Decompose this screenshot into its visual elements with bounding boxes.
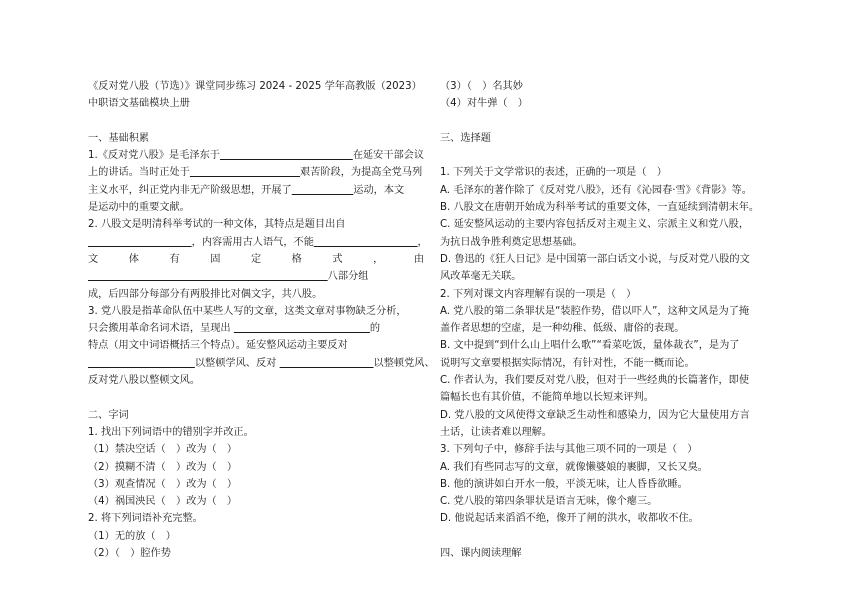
q3-line2: 只会搬用革命名词术语，呈现出 的	[88, 323, 381, 335]
s2-q2-item: （2）（ ）腔作势	[88, 548, 171, 560]
q1-line1: 1.《反对党八股》是毛泽东于 在延安干部会议	[88, 150, 425, 162]
s3-q1-option: 为抗日战争胜利奠定思想基础。	[440, 236, 583, 248]
s3-q3-option: C. 党八股的第四条罪状是语言无味，像个瘪三。	[440, 496, 658, 508]
s2-q2-stem: 2. 将下列词语补充完整。	[88, 513, 203, 525]
answer-blank	[280, 358, 374, 369]
s3-q2-option: 盖作者思想的空虚，是一种幼稚、低级、庸俗的表现。	[440, 323, 685, 335]
s2-q2-item: （1）无的放（ ）	[88, 530, 176, 542]
left-column	[88, 78, 435, 562]
s3-q3-option: B. 他的演讲如白开水一般，平淡无味，让人昏昏欲睡。	[440, 478, 688, 490]
doc-title-line1: 《反对党八股（节选）》课堂同步练习 2024 - 2025 学年高教版（2023）	[88, 81, 422, 92]
q3-line3: 特点（用文中词语概括三个特点）。延安整风运动主要反对	[88, 340, 348, 352]
s2-q1-item: （1）禁决空话（ ）改为（ ）	[88, 444, 238, 456]
s2-q1-item: （2）摸糊不清（ ）改为（ ）	[88, 461, 238, 473]
q3-line1: 3. 党八股是指革命队伍中某些人写的文章，这类文章对事物缺乏分析，	[88, 305, 407, 317]
q3-line4: 以整顿学风、反对 以整顿党风、	[88, 355, 424, 372]
s3-q1-stem: 1. 下列关于文学常识的表述，正确的一项是（ ）	[440, 167, 667, 179]
q2-line2: ，内容需用古人语气，不能 ，	[88, 234, 424, 251]
s3-q3-option: A. 我们有些同志写的文章，就像懒婆娘的裹脚，又长又臭。	[440, 461, 708, 473]
answer-blank	[88, 237, 192, 248]
s3-q2-option: B. 文中提到“到什么山上唱什么歌”“看菜吃饭，量体裁衣”，是为了	[440, 340, 740, 352]
section1-heading: 一、基础积累	[88, 132, 150, 144]
q2-line3: 文 体 有 固 定 格 式 ， 由	[88, 253, 425, 265]
answer-blank	[190, 167, 300, 178]
s3-q3-stem: 3. 下列句子中，修辞手法与其他三项不同的一项是（ ）	[440, 444, 698, 456]
s3-q2-option: D. 党八股的文风使得文章缺乏生动性和感染力，因为它大量使用方言	[440, 409, 750, 421]
s3-q3-option: D. 他说起话来滔滔不绝，像开了闸的洪水，收都收不住。	[440, 513, 699, 525]
section2-heading: 二、字词	[88, 409, 129, 421]
right-column	[440, 78, 773, 562]
section4-heading: 四、课内阅读理解	[440, 548, 522, 560]
answer-blank	[314, 237, 418, 248]
doc-title-line2: 中职语文基础模块上册	[88, 98, 190, 110]
s2-q1-stem: 1. 找出下列词语中的错别字并改正。	[88, 426, 254, 438]
s3-q1-option: D. 鲁迅的《狂人日记》是中国第一部白话文小说，与反对党八股的文	[440, 253, 750, 265]
q2-line1: 2. 八股文是明清科举考试的一种文体，其特点是题目出自	[88, 219, 346, 231]
section3-heading: 三、选择题	[440, 132, 491, 144]
q2-line4: 八部分组	[88, 268, 424, 285]
s3-q2-option: 说明写文章要根据实际情况，有针对性，不能一概而论。	[440, 357, 695, 369]
q3-line5: 反对党八股以整顿文风。	[88, 375, 201, 387]
s3-q1-option: A. 毛泽东的著作除了《反对党八股》，还有《沁园春·雪》《背影》等。	[440, 184, 752, 196]
s3-q2-option: A. 党八股的第二条罪状是“装腔作势，借以吓人”，这种文风是为了掩	[440, 305, 750, 317]
q1-line2: 上的讲话。当时正处于 艰苦阶段，为提高全党马列	[88, 167, 423, 179]
s3-q2-stem: 2. 下列对课文内容理解有误的一项是（ ）	[440, 288, 637, 300]
s3-q1-option: C. 延安整风运动的主要内容包括反对主观主义、宗派主义和党八股，	[440, 219, 750, 231]
q2-line5: 成，后四部分每部分有两股排比对偶文字，共八股。	[88, 288, 323, 300]
answer-blank	[220, 150, 353, 161]
answer-blank	[292, 185, 354, 196]
s3-q2-option: 土话，让读者难以理解。	[440, 426, 553, 438]
answer-blank	[88, 358, 195, 369]
q1-line3: 主义水平，纠正党内非无产阶级思想，开展了 运动，本文	[88, 184, 405, 196]
s3-q1-option: 风改革毫无关联。	[440, 271, 522, 283]
s2-q2-item: （3）（ ）名其妙	[440, 81, 523, 92]
s2-q2-item: （4）对牛弹（ ）	[440, 98, 528, 110]
s3-q2-option: 篇幅长也有其价值，不能简单地以长短来评判。	[440, 392, 654, 404]
s3-q1-option: B. 八股文在唐朝开始成为科举考试的重要文体，一直延续到清朝末年。	[440, 202, 760, 214]
answer-blank	[234, 323, 370, 334]
s3-q2-option: C. 作者认为，我们要反对党八股，但对于一些经典的长篇著作，即使	[440, 375, 750, 387]
s2-q1-item: （4）祸国泱民（ ）改为（ ）	[88, 496, 238, 508]
q1-line4: 是运动中的重要文献。	[88, 202, 190, 214]
answer-blank	[88, 271, 328, 282]
s2-q1-item: （3）观查情况（ ）改为（ ）	[88, 478, 238, 490]
